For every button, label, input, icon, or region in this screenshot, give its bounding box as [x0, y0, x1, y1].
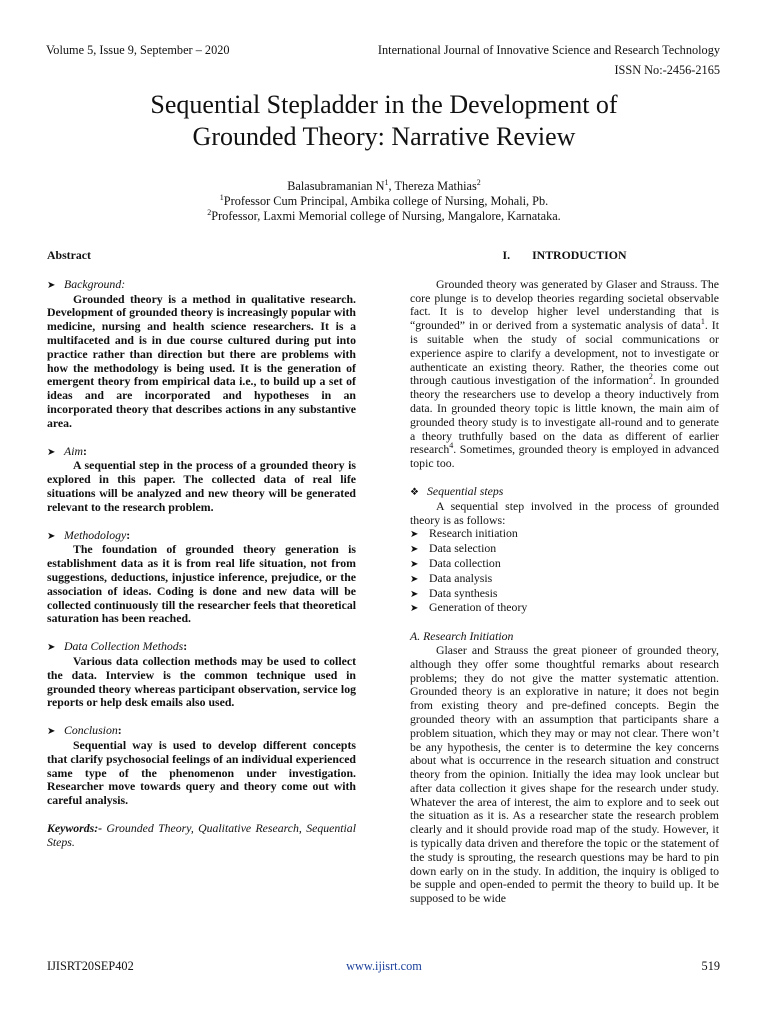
background-bullet: ➤ Background: — [47, 276, 126, 291]
arrow-bullet-icon: ➤ — [410, 558, 419, 570]
intro-paragraph: Grounded theory was generated by Glaser and Strauss. The core plunge is to develop theories regarding societal observable fact. It is to develop higher level understanding that is “grounded” in or derived from a systematic analysis of data$^1$. It is suitable when the study of social communications or experience aspire to clarify a development, not to investigate or authenticate an existing theory. Rather, the theories come out through cautious investigation of the information$^2$. In grounded theory the researchers use to develop a theory inductively from data. In grounded theory topic is little known, the main aim of grounded theory study is to investigate all-round and to generate a theory truthfully based on the data as different of earlier research$^4$. Sometimes, grounded theory is employed in advanced topic too. — [410, 276, 719, 471]
title-line-1: Sequential Stepladder in the Development of — [150, 90, 618, 119]
list-item: ➤ Data analysis — [410, 570, 493, 585]
methodology-text: The foundation of grounded theory generation is establishment data as it is from real life situation, not from suggestions, deductions, injustice inference, prejudice, or the association of ideas. Coding is done and new data will be collected continuously till the researcher feels that theoretical saturation has been reached. — [47, 542, 356, 626]
arrow-bullet-icon: ➤ — [410, 603, 419, 615]
arrow-bullet-icon: ➤ — [47, 530, 56, 542]
header-issn: ISSN No:-2456-2165 — [614, 63, 720, 77]
paper-title — [0, 89, 768, 153]
footer-website-link[interactable]: www.ijisrt.com — [346, 959, 422, 973]
section-heading-introduction: I. INTRODUCTION — [502, 248, 627, 262]
list-item: ➤ Research initiation — [410, 526, 518, 541]
footer-page-number: 519 — [701, 959, 720, 973]
title-line-2: Grounded Theory: Narrative Review — [192, 122, 576, 151]
footer-paper-code: IJISRT20SEP402 — [47, 959, 134, 973]
aim-text: A sequential step in the process of a grounded theory is explored in this paper. The collected data of real life situations will be analyzed and new theory will be generated relevant to the research problem. — [47, 458, 356, 514]
subsection-heading-research-initiation: A. Research Initiation — [410, 629, 514, 644]
arrow-bullet-icon: ➤ — [47, 279, 56, 291]
list-item: ➤ Generation of theory — [410, 600, 528, 615]
arrow-bullet-icon: ➤ — [410, 573, 419, 585]
research-initiation-text: Glaser and Strauss the great pioneer of grounded theory, although they offer some thoughtful remarks about research problems; they do not give the matter systematic attention. Grounded theory is an explorative in nature; it does not begin from existing theory and pre-defined concepts. Begin the grounded theory with an assumption that participants share a problem situation, which they may or may not clear. There won’t be any hypothesis, the center is to determine the key concerns about what is occurrence in the research situation and construct theory from the opinion. Initially the idea may look unclear but after data collection it gives shape for the research under study. Whatever the area of interest, the aim to explore and to seek out the situation as it is. As a researcher state the research problem clearly and it should provide road map of the study. However, it is typically data driven and therefore the topic or the statement of the study is sprouting, the research questions may be hard to pin down early on in the study. In addition, the inquiry is obliged to be supple and open-ended to permit the theory to build up. It be supposed to be wide — [410, 642, 719, 906]
arrow-bullet-icon: ➤ — [410, 544, 419, 556]
arrow-bullet-icon: ➤ — [410, 529, 419, 541]
data-collection-bullet: ➤ Data Collection Methods : — [47, 639, 188, 654]
authors-block — [0, 179, 768, 224]
abstract-column — [47, 249, 356, 849]
list-item: ➤ Data selection — [410, 541, 497, 556]
steps-list — [410, 527, 719, 616]
methodology-bullet: ➤ Methodology : — [47, 527, 131, 542]
arrow-bullet-icon: ➤ — [47, 726, 56, 738]
background-text: Grounded theory is a method in qualitative research. Development of grounded theory is increasingly popular with medicine, nursing and health science researchers. It is a multifaceted and is in due course cultured during put into practice rather than direction but there are problems with how the methodology is being used. It is the generation of emergent theory from empirical data i.e., to build up a set of ideas and are incorporated and hypotheses in an incorporated theory that describes actions in any substantive area. — [47, 291, 356, 430]
header-journal: International Journal of Innovative Science and Research Technology — [377, 43, 720, 57]
author-names: Balasubramanian $N^1$, Thereza Mathias$^2$ — [287, 177, 481, 193]
list-item: ➤ Data synthesis — [410, 585, 498, 600]
steps-intro: A sequential step involved in the process of grounded theory is as follows: — [410, 498, 719, 527]
abstract-heading: Abstract — [47, 248, 91, 262]
aim-bullet: ➤ Aim : — [47, 443, 87, 458]
diamond-bullet-icon: ❖ — [410, 486, 419, 498]
header-volume: Volume 5, Issue 9, September – 2020 — [46, 43, 230, 57]
keywords: Keywords:- Grounded Theory, Qualitative Research, Sequential Steps. — [47, 820, 356, 849]
arrow-bullet-icon: ➤ — [47, 446, 56, 458]
arrow-bullet-icon: ➤ — [47, 642, 56, 654]
arrow-bullet-icon: ➤ — [410, 588, 419, 600]
conclusion-bullet: ➤ Conclusion : — [47, 723, 122, 738]
conclusion-text: Sequential way is used to develop different concepts that clarify psychosocial feelings of an individual experienced same type of the phenomenon under investigation. Researcher move towards query and theory come out with careful analysis. — [47, 737, 356, 808]
sequential-steps-heading: ❖ Sequential steps — [410, 483, 504, 498]
data-collection-text: Various data collection methods may be used to collect the data. Interview is the common technique used in grounded theory whereas participant observation, service log reports or help desk emails also used. — [47, 653, 356, 710]
list-item: ➤ Data collection — [410, 555, 501, 570]
affiliation-1: $^1$Professor Cum Principal, Ambika college of Nursing, Mohali, Pb. — [219, 192, 549, 208]
introduction-column — [410, 249, 719, 906]
affiliation-2: $^2$Professor, Laxmi Memorial college of Nursing, Mangalore, Karnataka. — [207, 207, 561, 223]
